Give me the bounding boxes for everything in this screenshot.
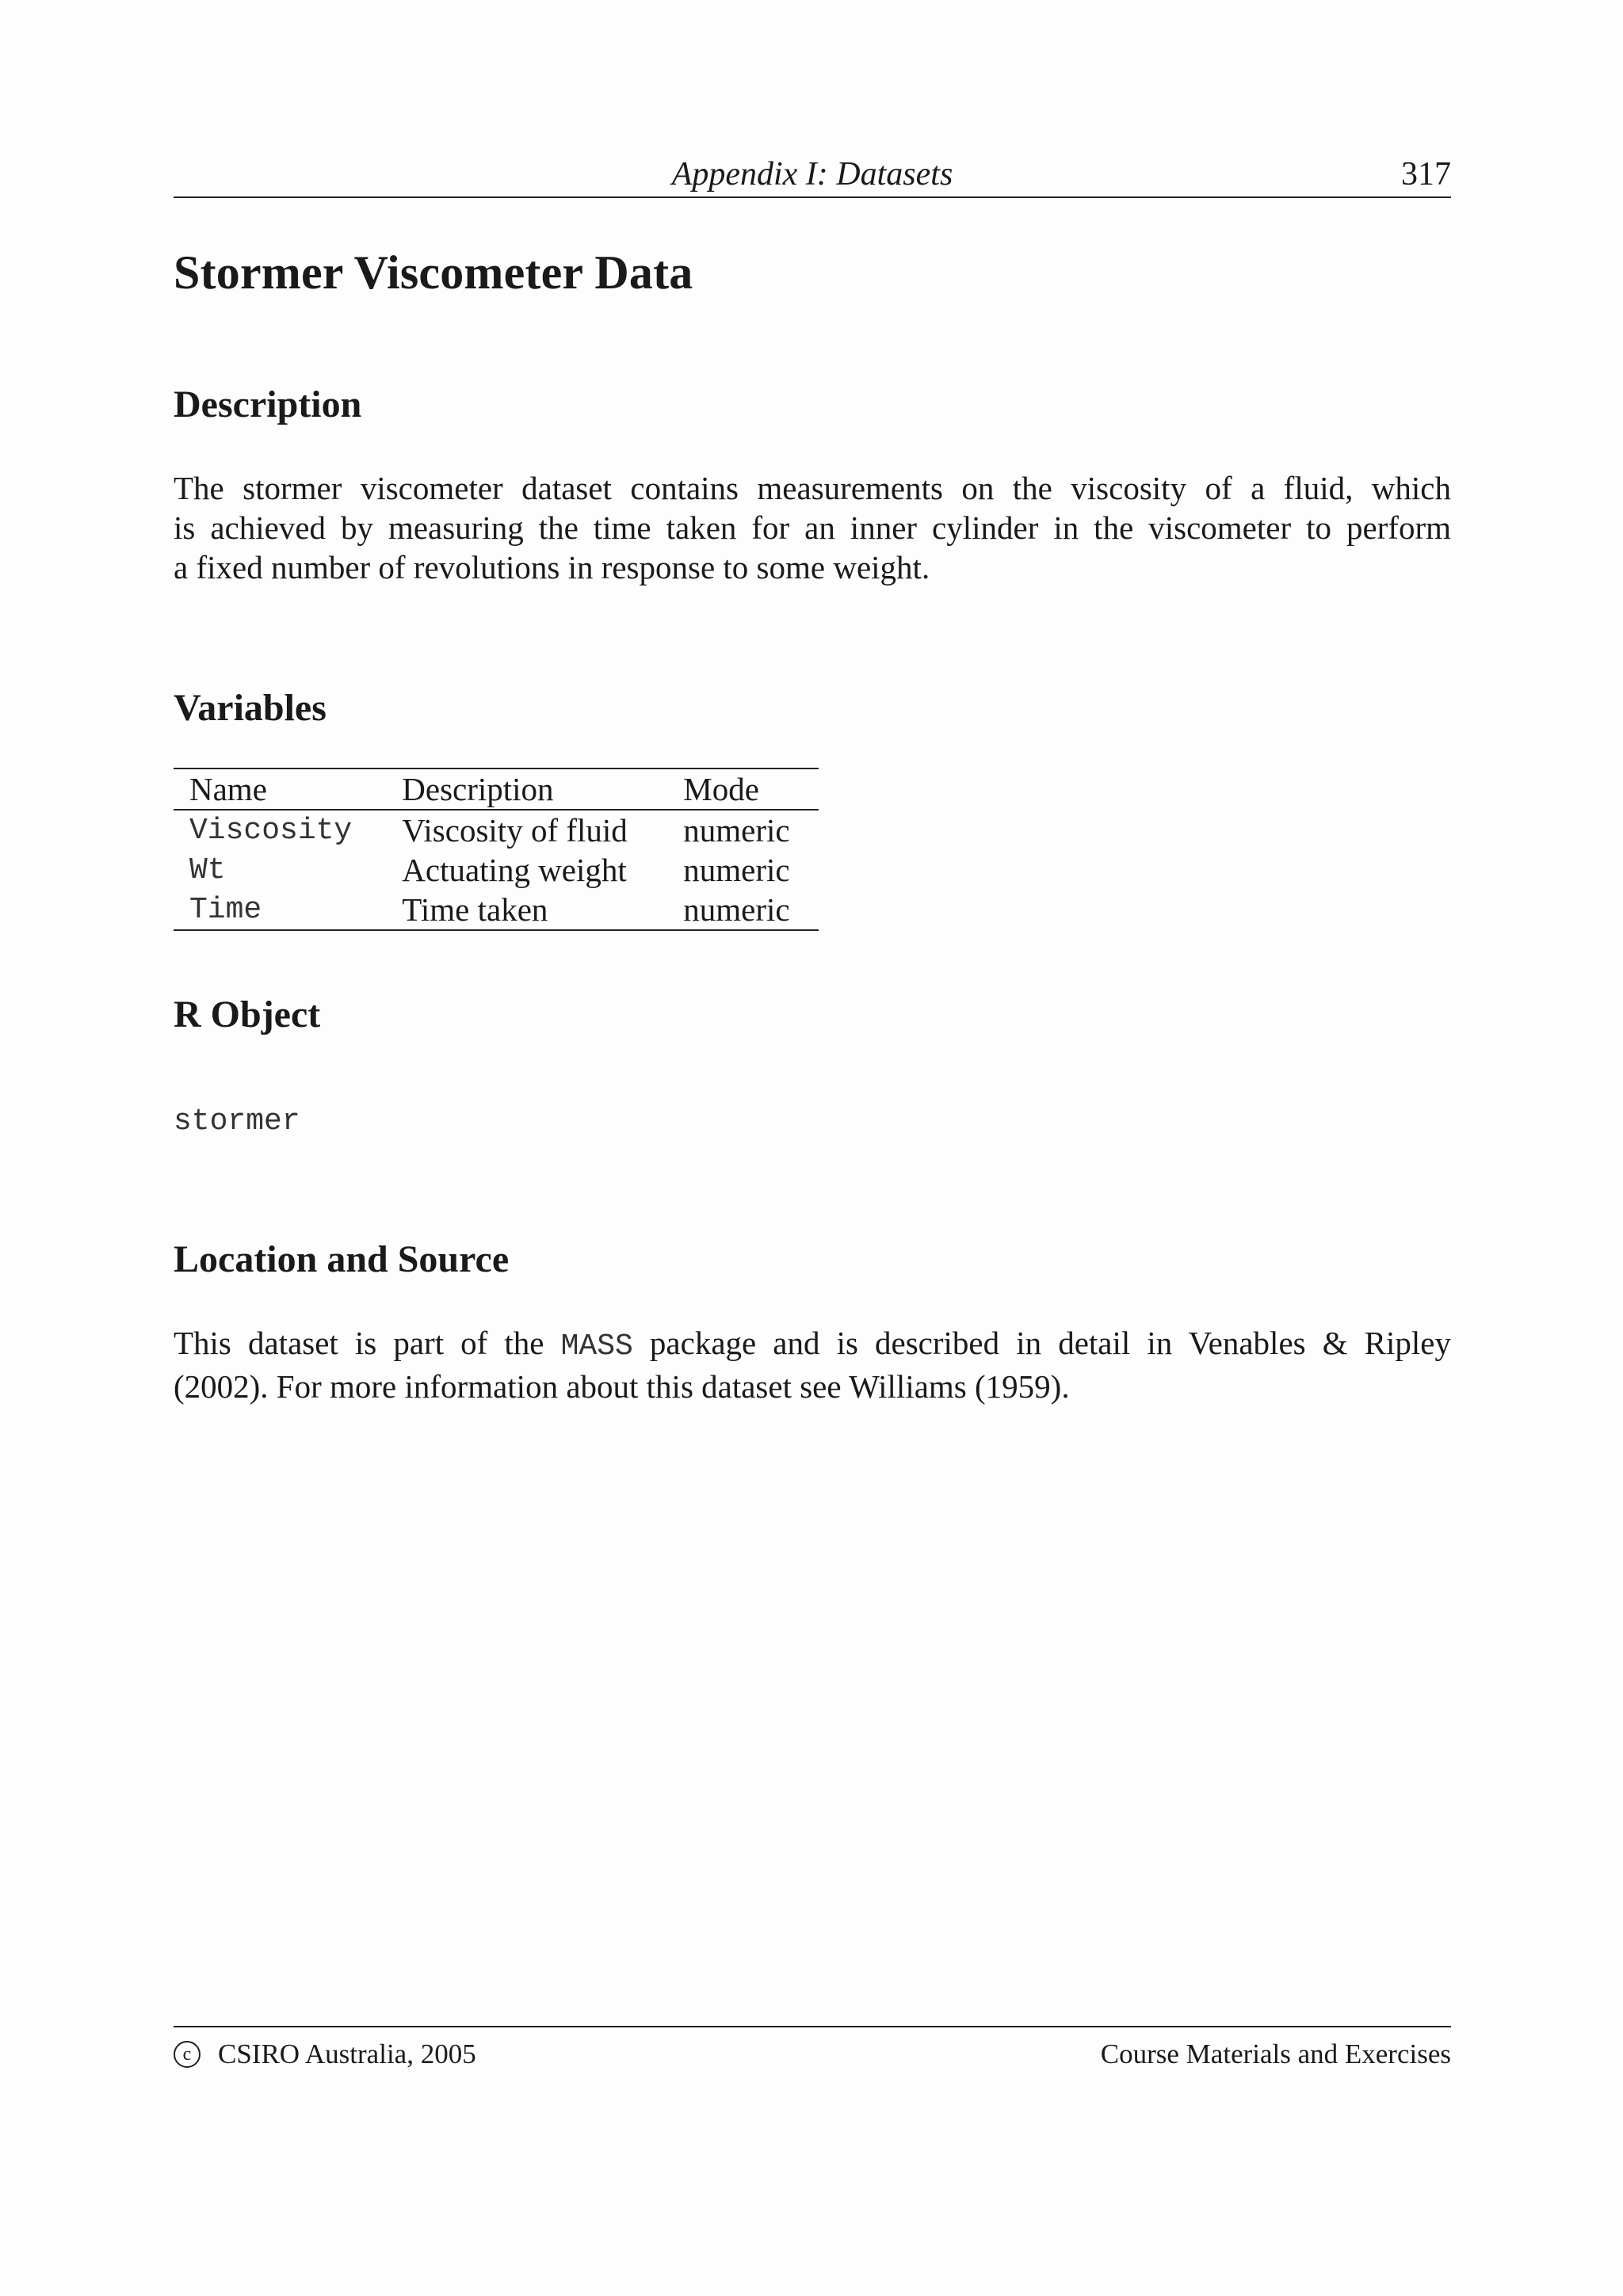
footer-right-text: Course Materials and Exercises — [1100, 2039, 1451, 2069]
variable-mode: numeric — [683, 852, 790, 888]
section-heading-r-object: R Object — [174, 994, 321, 1035]
variable-description: Viscosity of fluid — [402, 812, 628, 849]
location-paragraph — [174, 1323, 1451, 1406]
variables-table — [174, 768, 819, 931]
footer-copyright — [174, 2039, 476, 2070]
variable-mode: numeric — [683, 812, 790, 849]
page-number: 317 — [1401, 156, 1451, 193]
column-header-description: Description — [386, 769, 667, 810]
variable-name: Time — [189, 892, 262, 927]
description-paragraph — [174, 468, 1451, 587]
location-text: This dataset is part of the — [174, 1325, 561, 1361]
running-header — [174, 152, 1451, 198]
section-heading-variables: Variables — [174, 687, 327, 729]
description-line: a fixed number of revolutions in response to some weight. — [174, 549, 930, 585]
table-row — [174, 810, 819, 850]
section-heading-description: Description — [174, 383, 362, 425]
column-header-mode: Mode — [667, 769, 819, 810]
description-line: is achieved by measuring the time taken for an inner cylinder in the viscometer to perform — [174, 509, 1451, 546]
table-row — [174, 890, 819, 930]
footer-left-text: CSIRO Australia, 2005 — [218, 2039, 476, 2069]
page-footer — [174, 2026, 1451, 2084]
copyright-icon: c — [174, 2041, 200, 2068]
variable-name: Viscosity — [189, 813, 353, 848]
running-title: Appendix I: Datasets — [671, 156, 953, 193]
description-line: The stormer viscometer dataset contains measurements on the viscosity of a fluid, which — [174, 470, 1451, 506]
variable-mode: numeric — [683, 891, 790, 928]
table-row — [174, 850, 819, 890]
variable-description: Time taken — [402, 891, 548, 928]
package-name: MASS — [560, 1329, 633, 1363]
page-title: Stormer Viscometer Data — [174, 246, 693, 299]
location-text: package and is described in detail in Venables & Ripley — [632, 1325, 1451, 1361]
column-header-name: Name — [174, 769, 386, 810]
location-line — [174, 1323, 1451, 1367]
table-header-row — [174, 769, 819, 810]
r-object-name: stormer — [174, 1104, 300, 1138]
location-line: (2002). For more information about this dataset see Williams (1959). — [174, 1368, 1070, 1405]
section-heading-location: Location and Source — [174, 1238, 510, 1280]
variable-description: Actuating weight — [402, 852, 627, 888]
variable-name: Wt — [189, 852, 226, 887]
